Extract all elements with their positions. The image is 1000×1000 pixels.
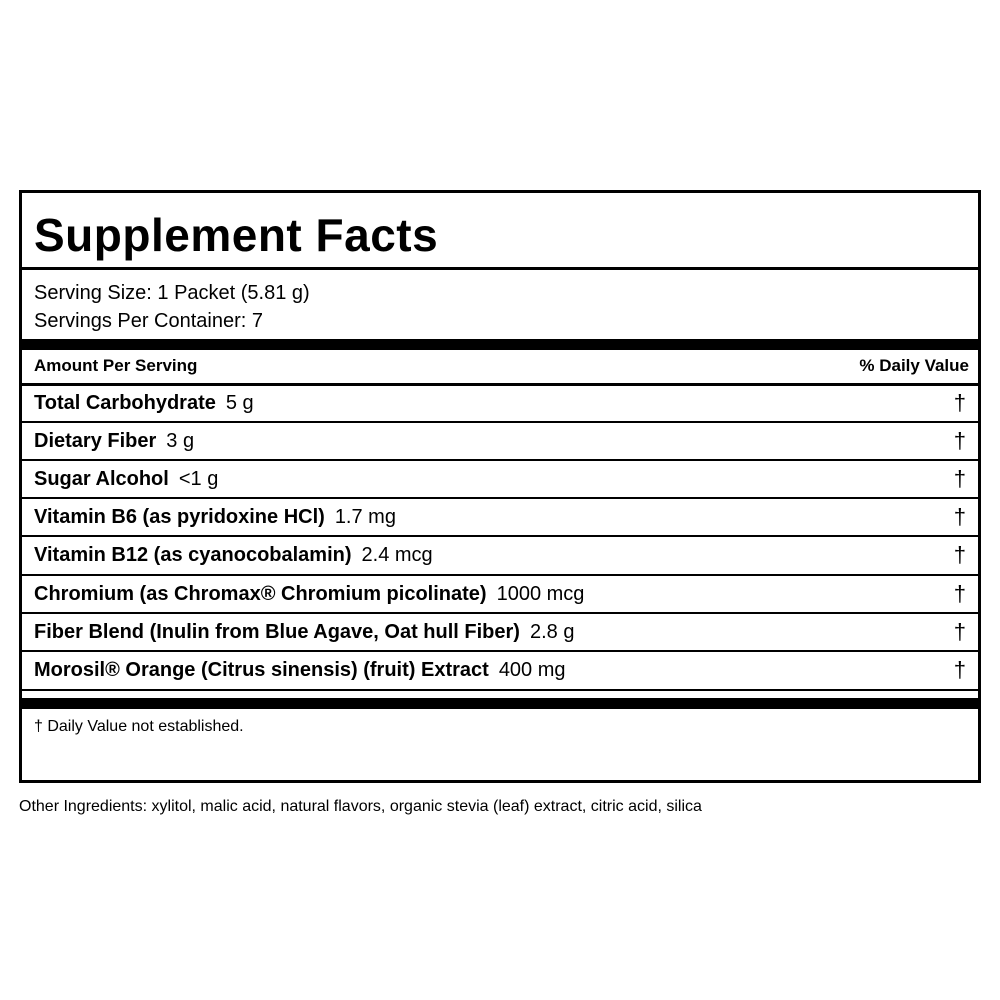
- row-divider: [22, 459, 978, 461]
- nutrient-daily-value: †: [953, 657, 966, 682]
- nutrient-name: Vitamin B6 (as pyridoxine HCl): [34, 505, 325, 528]
- column-header-row: [34, 355, 969, 377]
- nutrient-label: [34, 544, 433, 567]
- nutrient-label: [34, 430, 194, 453]
- nutrient-amount: 3 g: [166, 429, 195, 452]
- divider-thick: [22, 339, 978, 350]
- nutrient-daily-value: †: [953, 581, 966, 606]
- nutrient-name: Dietary Fiber: [34, 429, 157, 452]
- nutrient-daily-value: †: [953, 466, 966, 491]
- daily-value-footnote: † Daily Value not established.: [34, 718, 244, 735]
- serving-size: Serving Size: 1 Packet (5.81 g): [34, 282, 310, 304]
- row-divider: [22, 574, 978, 576]
- row-divider: [22, 535, 978, 537]
- nutrient-amount: 2.8 g: [529, 620, 575, 643]
- supplement-facts-panel: [19, 190, 981, 783]
- nutrient-amount: 400 mg: [498, 658, 566, 681]
- row-divider: [22, 421, 978, 423]
- nutrient-row: [34, 462, 966, 496]
- nutrient-row: [34, 615, 966, 649]
- nutrient-label: [34, 621, 574, 644]
- nutrient-daily-value: †: [953, 619, 966, 644]
- row-divider: [22, 497, 978, 499]
- panel-title: Supplement Facts: [34, 209, 439, 261]
- nutrient-label: [34, 583, 584, 606]
- nutrient-amount: <1 g: [178, 467, 219, 490]
- servings-per-container: Servings Per Container: 7: [34, 310, 264, 332]
- row-divider: [22, 612, 978, 614]
- nutrient-name: Chromium (as Chromax® Chromium picolinate): [34, 582, 487, 605]
- nutrient-label: [34, 392, 254, 415]
- row-divider: [22, 650, 978, 652]
- divider-thick: [22, 698, 978, 709]
- nutrient-name: Total Carbohydrate: [34, 391, 216, 414]
- nutrient-daily-value: †: [953, 428, 966, 453]
- nutrient-label: [34, 659, 566, 682]
- nutrient-row: [34, 424, 966, 458]
- nutrient-row: [34, 500, 966, 534]
- nutrient-amount: 1.7 mg: [334, 505, 396, 528]
- nutrient-row: [34, 386, 966, 420]
- nutrient-amount: 1000 mcg: [496, 582, 585, 605]
- nutrient-name: Fiber Blend (Inulin from Blue Agave, Oat hull Fiber): [34, 620, 520, 643]
- nutrient-label: [34, 506, 396, 529]
- nutrient-row: [34, 577, 966, 611]
- other-ingredients: Other Ingredients: xylitol, malic acid, natural flavors, organic stevia (leaf) extract, citric acid, silica: [19, 798, 702, 815]
- nutrient-amount: 2.4 mcg: [361, 543, 433, 566]
- row-divider: [22, 689, 978, 691]
- daily-value-label: % Daily Value: [859, 356, 969, 375]
- divider-thin: [22, 267, 978, 270]
- nutrient-row: [34, 538, 966, 572]
- nutrient-name: Vitamin B12 (as cyanocobalamin): [34, 543, 352, 566]
- amount-per-serving-label: Amount Per Serving: [34, 356, 198, 375]
- nutrient-name: Sugar Alcohol: [34, 467, 169, 490]
- nutrient-daily-value: †: [953, 542, 966, 567]
- nutrient-amount: 5 g: [225, 391, 254, 414]
- nutrient-row: [34, 653, 966, 687]
- nutrient-name: Morosil® Orange (Citrus sinensis) (fruit) Extract: [34, 658, 489, 681]
- nutrient-label: [34, 468, 218, 491]
- nutrient-daily-value: †: [953, 504, 966, 529]
- nutrient-daily-value: †: [953, 390, 966, 415]
